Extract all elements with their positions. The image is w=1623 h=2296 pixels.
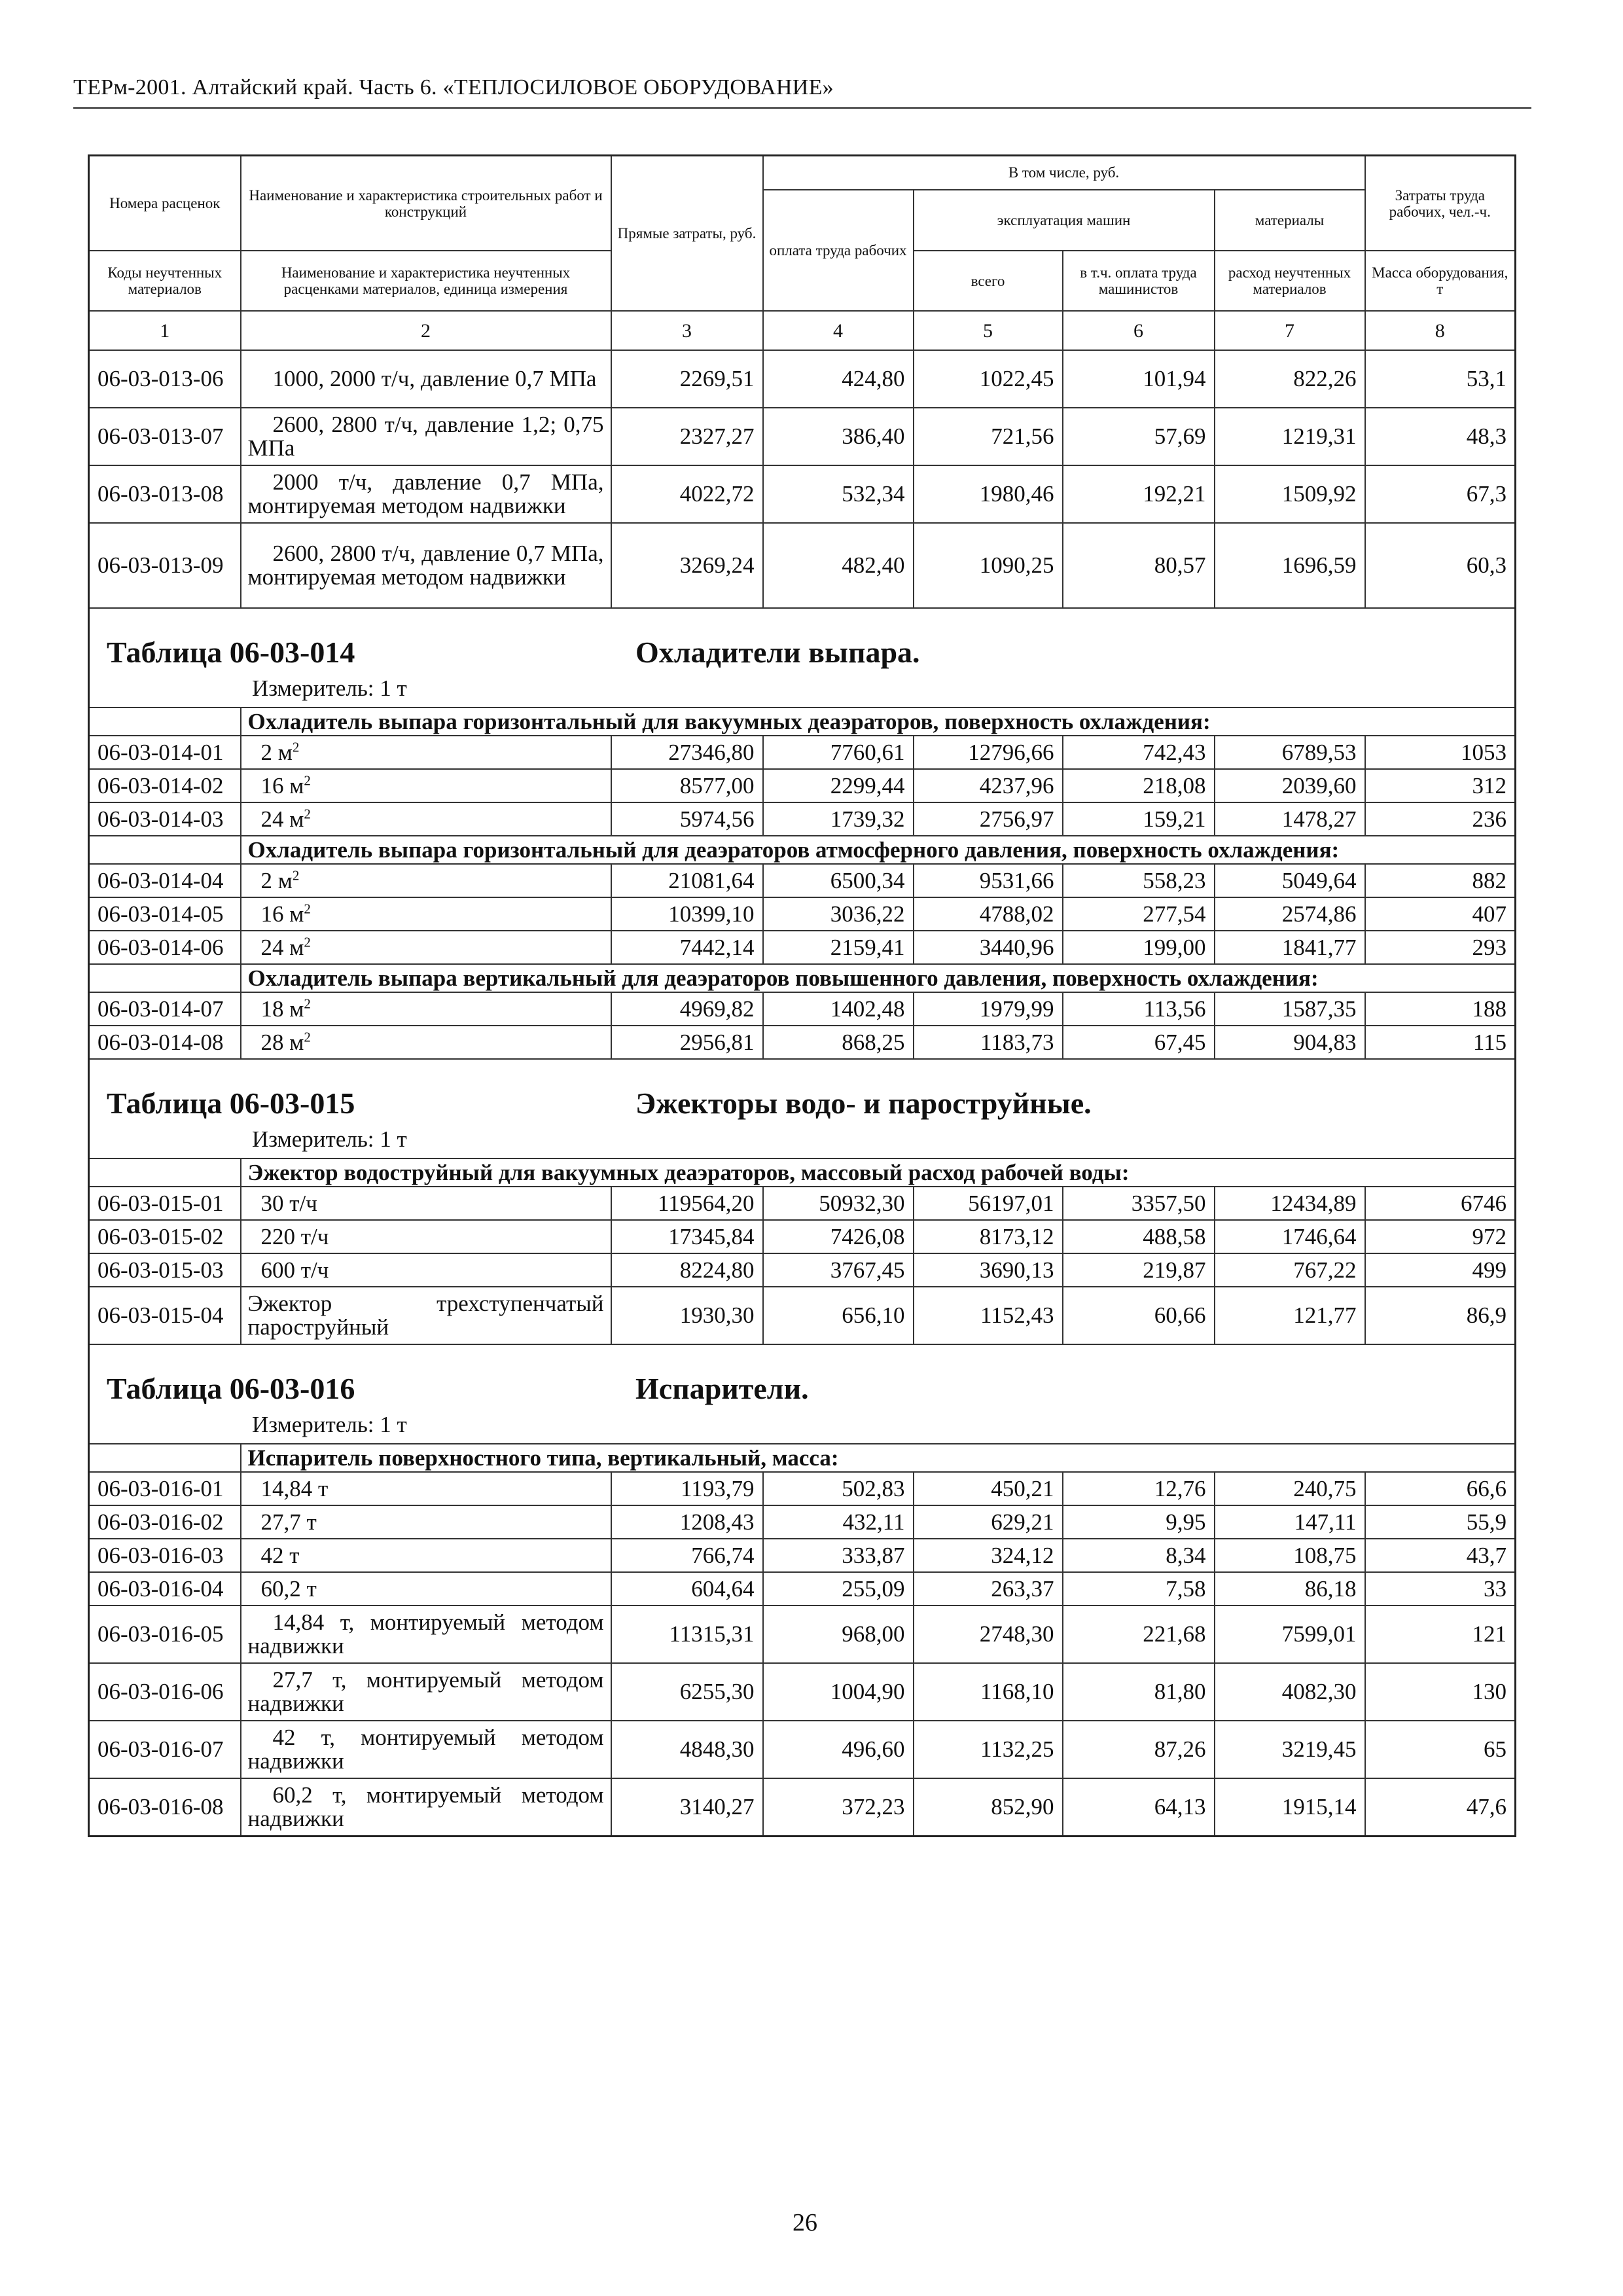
table-title: Охладители выпара. xyxy=(635,636,920,669)
work-name: 27,7 т xyxy=(241,1505,611,1539)
materials: 1219,31 xyxy=(1215,408,1365,465)
work-name: 60,2 т, монтируемый методом надвижки xyxy=(241,1778,611,1837)
table-row xyxy=(89,1721,1516,1778)
direct-costs: 1208,43 xyxy=(611,1505,763,1539)
labor-costs: 47,6 xyxy=(1365,1778,1516,1837)
machines-total: 324,12 xyxy=(914,1539,1063,1572)
machines-total: 4237,96 xyxy=(914,769,1063,802)
rate-code: 06-03-016-02 xyxy=(89,1505,241,1539)
machines-labor: 9,95 xyxy=(1063,1505,1215,1539)
machines-total: 1152,43 xyxy=(914,1287,1063,1344)
labor-costs: 86,9 xyxy=(1365,1287,1516,1344)
direct-costs: 10399,10 xyxy=(611,897,763,931)
direct-costs: 5974,56 xyxy=(611,802,763,836)
table-row xyxy=(89,523,1516,608)
table-row xyxy=(89,1505,1516,1539)
labor-costs: 188 xyxy=(1365,992,1516,1026)
materials: 1746,64 xyxy=(1215,1220,1365,1253)
machines-labor: 277,54 xyxy=(1063,897,1215,931)
labor-costs: 67,3 xyxy=(1365,465,1516,523)
labor-pay: 1402,48 xyxy=(763,992,914,1026)
work-name: 42 т xyxy=(241,1539,611,1572)
materials: 3219,45 xyxy=(1215,1721,1365,1778)
labor-costs: 121 xyxy=(1365,1605,1516,1663)
rate-code: 06-03-016-05 xyxy=(89,1605,241,1663)
col-name-bottom: Наименование и характеристика неучтенных расценками материалов, единица измерения xyxy=(241,251,611,311)
labor-costs: 53,1 xyxy=(1365,350,1516,408)
labor-costs: 130 xyxy=(1365,1663,1516,1721)
column-numbers-row xyxy=(89,311,1516,350)
machines-total: 1980,46 xyxy=(914,465,1063,523)
rate-code: 06-03-013-08 xyxy=(89,465,241,523)
table-row xyxy=(89,864,1516,897)
rate-code: 06-03-016-03 xyxy=(89,1539,241,1572)
machines-total: 1979,99 xyxy=(914,992,1063,1026)
labor-costs: 115 xyxy=(1365,1026,1516,1059)
labor-costs: 293 xyxy=(1365,931,1516,964)
col-machines: эксплуатация машин xyxy=(914,190,1215,251)
table-row xyxy=(89,1605,1516,1663)
rate-code: 06-03-016-07 xyxy=(89,1721,241,1778)
group-row xyxy=(89,964,1516,992)
table-caption: Таблица 06-03-014 xyxy=(107,636,355,669)
machines-total: 8173,12 xyxy=(914,1220,1063,1253)
direct-costs: 4022,72 xyxy=(611,465,763,523)
group-title: Охладитель выпара вертикальный для деаэраторов повышенного давления, поверхность охлаждения: xyxy=(241,964,1516,992)
group-row xyxy=(89,708,1516,736)
work-name: 1000, 2000 т/ч, давление 0,7 МПа xyxy=(241,350,611,408)
labor-costs: 407 xyxy=(1365,897,1516,931)
labor-costs: 43,7 xyxy=(1365,1539,1516,1572)
group-title: Охладитель выпара горизонтальный для деаэраторов атмосферного давления, поверхность охлаждения: xyxy=(241,836,1516,864)
machines-total: 1022,45 xyxy=(914,350,1063,408)
rate-code: 06-03-014-06 xyxy=(89,931,241,964)
machines-labor: 87,26 xyxy=(1063,1721,1215,1778)
machines-labor: 159,21 xyxy=(1063,802,1215,836)
table-row xyxy=(89,769,1516,802)
materials: 108,75 xyxy=(1215,1539,1365,1572)
table-row xyxy=(89,802,1516,836)
col-materials-uncounted: расход неучтенных материалов xyxy=(1215,251,1365,311)
work-name: 2600, 2800 т/ч, давление 0,7 МПа, монтируемая методом надвижки xyxy=(241,523,611,608)
labor-pay: 656,10 xyxy=(763,1287,914,1344)
table-row xyxy=(89,1253,1516,1287)
materials: 1696,59 xyxy=(1215,523,1365,608)
table-caption: Таблица 06-03-015 xyxy=(107,1086,355,1120)
table-row xyxy=(89,1663,1516,1721)
machines-total: 12796,66 xyxy=(914,736,1063,769)
work-name: 28 $м^2$ xyxy=(241,1026,611,1059)
machines-labor: 221,68 xyxy=(1063,1605,1215,1663)
section-heading-row xyxy=(89,608,1516,708)
col-materials: материалы xyxy=(1215,190,1365,251)
work-name: 27,7 т, монтируемый методом надвижки xyxy=(241,1663,611,1721)
machines-labor: 192,21 xyxy=(1063,465,1215,523)
rate-code: 06-03-014-05 xyxy=(89,897,241,931)
machines-labor: 558,23 xyxy=(1063,864,1215,897)
labor-pay: 502,83 xyxy=(763,1472,914,1505)
machines-total: 4788,02 xyxy=(914,897,1063,931)
materials: 6789,53 xyxy=(1215,736,1365,769)
labor-pay: 6500,34 xyxy=(763,864,914,897)
labor-costs: 65 xyxy=(1365,1721,1516,1778)
machines-labor: 742,43 xyxy=(1063,736,1215,769)
direct-costs: 11315,31 xyxy=(611,1605,763,1663)
rate-code: 06-03-016-01 xyxy=(89,1472,241,1505)
col-number: 7 xyxy=(1215,311,1365,350)
work-name: 16 $м^2$ xyxy=(241,769,611,802)
col-name-top: Наименование и характеристика строительных работ и конструкций xyxy=(241,156,611,251)
group-title: Охладитель выпара горизонтальный для вакуумных деаэраторов, поверхность охлаждения: xyxy=(241,708,1516,736)
machines-total: 450,21 xyxy=(914,1472,1063,1505)
col-codes-bottom: Коды неучтенных материалов xyxy=(89,251,241,311)
rate-code: 06-03-014-03 xyxy=(89,802,241,836)
table-title: Испарители. xyxy=(635,1372,809,1405)
labor-costs: 55,9 xyxy=(1365,1505,1516,1539)
work-name: 2 $м^2$ xyxy=(241,864,611,897)
rate-code: 06-03-013-06 xyxy=(89,350,241,408)
work-name: 42 т, монтируемый методом надвижки xyxy=(241,1721,611,1778)
table-row xyxy=(89,1539,1516,1572)
direct-costs: 8577,00 xyxy=(611,769,763,802)
direct-costs: 766,74 xyxy=(611,1539,763,1572)
materials: 147,11 xyxy=(1215,1505,1365,1539)
work-name: 14,84 т xyxy=(241,1472,611,1505)
table-row xyxy=(89,465,1516,523)
machines-total: 3440,96 xyxy=(914,931,1063,964)
table-row xyxy=(89,1287,1516,1344)
direct-costs: 27346,80 xyxy=(611,736,763,769)
rate-code: 06-03-013-09 xyxy=(89,523,241,608)
labor-costs: 33 xyxy=(1365,1572,1516,1605)
materials: 1841,77 xyxy=(1215,931,1365,964)
machines-total: 1132,25 xyxy=(914,1721,1063,1778)
materials: 2039,60 xyxy=(1215,769,1365,802)
labor-pay: 2299,44 xyxy=(763,769,914,802)
table-row xyxy=(89,1026,1516,1059)
labor-pay: 424,80 xyxy=(763,350,914,408)
direct-costs: 7442,14 xyxy=(611,931,763,964)
materials: 86,18 xyxy=(1215,1572,1365,1605)
machines-total: 263,37 xyxy=(914,1572,1063,1605)
labor-pay: 386,40 xyxy=(763,408,914,465)
table-caption: Таблица 06-03-016 xyxy=(107,1372,355,1405)
labor-pay: 432,11 xyxy=(763,1505,914,1539)
machines-total: 721,56 xyxy=(914,408,1063,465)
page-number: 26 xyxy=(793,2209,817,2236)
labor-pay: 868,25 xyxy=(763,1026,914,1059)
labor-pay: 7760,61 xyxy=(763,736,914,769)
table-row xyxy=(89,992,1516,1026)
section-heading-row xyxy=(89,1059,1516,1158)
section-heading-row xyxy=(89,1344,1516,1444)
materials: 1509,92 xyxy=(1215,465,1365,523)
rate-code: 06-03-014-07 xyxy=(89,992,241,1026)
rate-code: 06-03-014-01 xyxy=(89,736,241,769)
rate-code: 06-03-016-06 xyxy=(89,1663,241,1721)
col-machines-total: всего xyxy=(914,251,1063,311)
table-meter: Измеритель: 1 т xyxy=(252,1126,407,1152)
col-number: 6 xyxy=(1063,311,1215,350)
direct-costs: 1193,79 xyxy=(611,1472,763,1505)
labor-pay: 482,40 xyxy=(763,523,914,608)
work-name: 600 т/ч xyxy=(241,1253,611,1287)
rate-code: 06-03-015-04 xyxy=(89,1287,241,1344)
machines-total: 1168,10 xyxy=(914,1663,1063,1721)
labor-pay: 1004,90 xyxy=(763,1663,914,1721)
direct-costs: 3269,24 xyxy=(611,523,763,608)
direct-costs: 21081,64 xyxy=(611,864,763,897)
group-row xyxy=(89,1158,1516,1187)
labor-pay: 50932,30 xyxy=(763,1187,914,1220)
direct-costs: 4969,82 xyxy=(611,992,763,1026)
table-row xyxy=(89,736,1516,769)
machines-total: 852,90 xyxy=(914,1778,1063,1837)
labor-pay: 372,23 xyxy=(763,1778,914,1837)
materials: 12434,89 xyxy=(1215,1187,1365,1220)
rate-code: 06-03-015-02 xyxy=(89,1220,241,1253)
labor-costs: 48,3 xyxy=(1365,408,1516,465)
labor-pay: 496,60 xyxy=(763,1721,914,1778)
labor-pay: 1739,32 xyxy=(763,802,914,836)
direct-costs: 1930,30 xyxy=(611,1287,763,1344)
machines-total: 2756,97 xyxy=(914,802,1063,836)
work-name: 2000 т/ч, давление 0,7 МПа, монтируемая методом надвижки xyxy=(241,465,611,523)
machines-labor: 219,87 xyxy=(1063,1253,1215,1287)
labor-pay: 532,34 xyxy=(763,465,914,523)
col-in-total: В том числе, руб. xyxy=(763,156,1365,190)
machines-labor: 57,69 xyxy=(1063,408,1215,465)
materials: 7599,01 xyxy=(1215,1605,1365,1663)
labor-costs: 236 xyxy=(1365,802,1516,836)
labor-pay: 7426,08 xyxy=(763,1220,914,1253)
group-title: Испаритель поверхностного типа, вертикальный, масса: xyxy=(241,1444,1516,1472)
labor-pay: 3767,45 xyxy=(763,1253,914,1287)
col-machines-labor: в т.ч. оплата труда машинистов xyxy=(1063,251,1215,311)
machines-labor: 67,45 xyxy=(1063,1026,1215,1059)
materials: 767,22 xyxy=(1215,1253,1365,1287)
col-direct-costs: Прямые затраты, руб. xyxy=(611,156,763,312)
labor-costs: 6746 xyxy=(1365,1187,1516,1220)
group-title: Эжектор водоструйный для вакуумных деаэраторов, массовый расход рабочей воды: xyxy=(241,1158,1516,1187)
labor-pay: 2159,41 xyxy=(763,931,914,964)
labor-costs: 66,6 xyxy=(1365,1472,1516,1505)
rate-code: 06-03-015-03 xyxy=(89,1253,241,1287)
materials: 121,77 xyxy=(1215,1287,1365,1344)
col-number: 4 xyxy=(763,311,914,350)
rate-code: 06-03-013-07 xyxy=(89,408,241,465)
table-meter: Измеритель: 1 т xyxy=(252,675,407,701)
materials: 5049,64 xyxy=(1215,864,1365,897)
rate-code: 06-03-014-08 xyxy=(89,1026,241,1059)
group-row xyxy=(89,836,1516,864)
work-name: 24 $м^2$ xyxy=(241,931,611,964)
labor-costs: 60,3 xyxy=(1365,523,1516,608)
work-name: 2 $м^2$ xyxy=(241,736,611,769)
direct-costs: 3140,27 xyxy=(611,1778,763,1837)
direct-costs: 604,64 xyxy=(611,1572,763,1605)
table-row xyxy=(89,1472,1516,1505)
group-row xyxy=(89,1444,1516,1472)
work-name: 60,2 т xyxy=(241,1572,611,1605)
machines-labor: 7,58 xyxy=(1063,1572,1215,1605)
table-title: Эжекторы водо- и пароструйные. xyxy=(635,1086,1092,1120)
materials: 822,26 xyxy=(1215,350,1365,408)
machines-labor: 81,80 xyxy=(1063,1663,1215,1721)
col-number: 1 xyxy=(89,311,241,350)
labor-pay: 255,09 xyxy=(763,1572,914,1605)
price-table xyxy=(88,154,1516,1837)
machines-labor: 218,08 xyxy=(1063,769,1215,802)
rate-code: 06-03-014-04 xyxy=(89,864,241,897)
rate-code: 06-03-014-02 xyxy=(89,769,241,802)
materials: 904,83 xyxy=(1215,1026,1365,1059)
direct-costs: 8224,80 xyxy=(611,1253,763,1287)
direct-costs: 17345,84 xyxy=(611,1220,763,1253)
table-row xyxy=(89,408,1516,465)
labor-costs: 499 xyxy=(1365,1253,1516,1287)
work-name: 30 т/ч xyxy=(241,1187,611,1220)
col-number: 8 xyxy=(1365,311,1516,350)
work-name: 16 $м^2$ xyxy=(241,897,611,931)
machines-labor: 199,00 xyxy=(1063,931,1215,964)
labor-costs: 1053 xyxy=(1365,736,1516,769)
machines-total: 2748,30 xyxy=(914,1605,1063,1663)
direct-costs: 2269,51 xyxy=(611,350,763,408)
table-meter: Измеритель: 1 т xyxy=(252,1412,407,1437)
materials: 240,75 xyxy=(1215,1472,1365,1505)
running-header: ТЕРм-2001. Алтайский край. Часть 6. «ТЕПЛОСИЛОВОЕ ОБОРУДОВАНИЕ» xyxy=(73,73,1531,109)
materials: 1915,14 xyxy=(1215,1778,1365,1837)
labor-costs: 882 xyxy=(1365,864,1516,897)
machines-total: 1090,25 xyxy=(914,523,1063,608)
col-equipment-mass: Масса оборудования, т xyxy=(1365,251,1516,311)
col-number: 2 xyxy=(241,311,611,350)
col-labor-costs: Затраты труда рабочих, чел.-ч. xyxy=(1365,156,1516,251)
work-name: Эжектор трехступенчатый пароструйный xyxy=(241,1287,611,1344)
table-row xyxy=(89,1187,1516,1220)
col-codes-top: Номера расценок xyxy=(89,156,241,251)
machines-labor: 80,57 xyxy=(1063,523,1215,608)
machines-labor: 64,13 xyxy=(1063,1778,1215,1837)
machines-labor: 488,58 xyxy=(1063,1220,1215,1253)
work-name: 2600, 2800 т/ч, давление 1,2; 0,75 МПа xyxy=(241,408,611,465)
machines-total: 629,21 xyxy=(914,1505,1063,1539)
table-row xyxy=(89,897,1516,931)
machines-labor: 12,76 xyxy=(1063,1472,1215,1505)
table-row xyxy=(89,931,1516,964)
direct-costs: 4848,30 xyxy=(611,1721,763,1778)
table-header xyxy=(89,156,1516,351)
table-row xyxy=(89,1778,1516,1837)
table-row xyxy=(89,1220,1516,1253)
work-name: 18 $м^2$ xyxy=(241,992,611,1026)
machines-labor: 113,56 xyxy=(1063,992,1215,1026)
rate-code: 06-03-016-04 xyxy=(89,1572,241,1605)
labor-costs: 972 xyxy=(1365,1220,1516,1253)
labor-pay: 333,87 xyxy=(763,1539,914,1572)
direct-costs: 2956,81 xyxy=(611,1026,763,1059)
col-number: 3 xyxy=(611,311,763,350)
materials: 4082,30 xyxy=(1215,1663,1365,1721)
materials: 1478,27 xyxy=(1215,802,1365,836)
rate-code: 06-03-016-08 xyxy=(89,1778,241,1837)
labor-pay: 3036,22 xyxy=(763,897,914,931)
direct-costs: 2327,27 xyxy=(611,408,763,465)
machines-total: 56197,01 xyxy=(914,1187,1063,1220)
work-name: 24 $м^2$ xyxy=(241,802,611,836)
machines-labor: 3357,50 xyxy=(1063,1187,1215,1220)
labor-costs: 312 xyxy=(1365,769,1516,802)
materials: 1587,35 xyxy=(1215,992,1365,1026)
rate-code: 06-03-015-01 xyxy=(89,1187,241,1220)
labor-pay: 968,00 xyxy=(763,1605,914,1663)
table-row xyxy=(89,1572,1516,1605)
machines-labor: 60,66 xyxy=(1063,1287,1215,1344)
work-name: 14,84 т, монтируемый методом надвижки xyxy=(241,1605,611,1663)
machines-labor: 8,34 xyxy=(1063,1539,1215,1572)
col-number: 5 xyxy=(914,311,1063,350)
machines-labor: 101,94 xyxy=(1063,350,1215,408)
table-row xyxy=(89,350,1516,408)
work-name: 220 т/ч xyxy=(241,1220,611,1253)
materials: 2574,86 xyxy=(1215,897,1365,931)
machines-total: 9531,66 xyxy=(914,864,1063,897)
machines-total: 1183,73 xyxy=(914,1026,1063,1059)
col-labor-pay: оплата труда рабочих xyxy=(763,190,914,312)
machines-total: 3690,13 xyxy=(914,1253,1063,1287)
direct-costs: 119564,20 xyxy=(611,1187,763,1220)
direct-costs: 6255,30 xyxy=(611,1663,763,1721)
